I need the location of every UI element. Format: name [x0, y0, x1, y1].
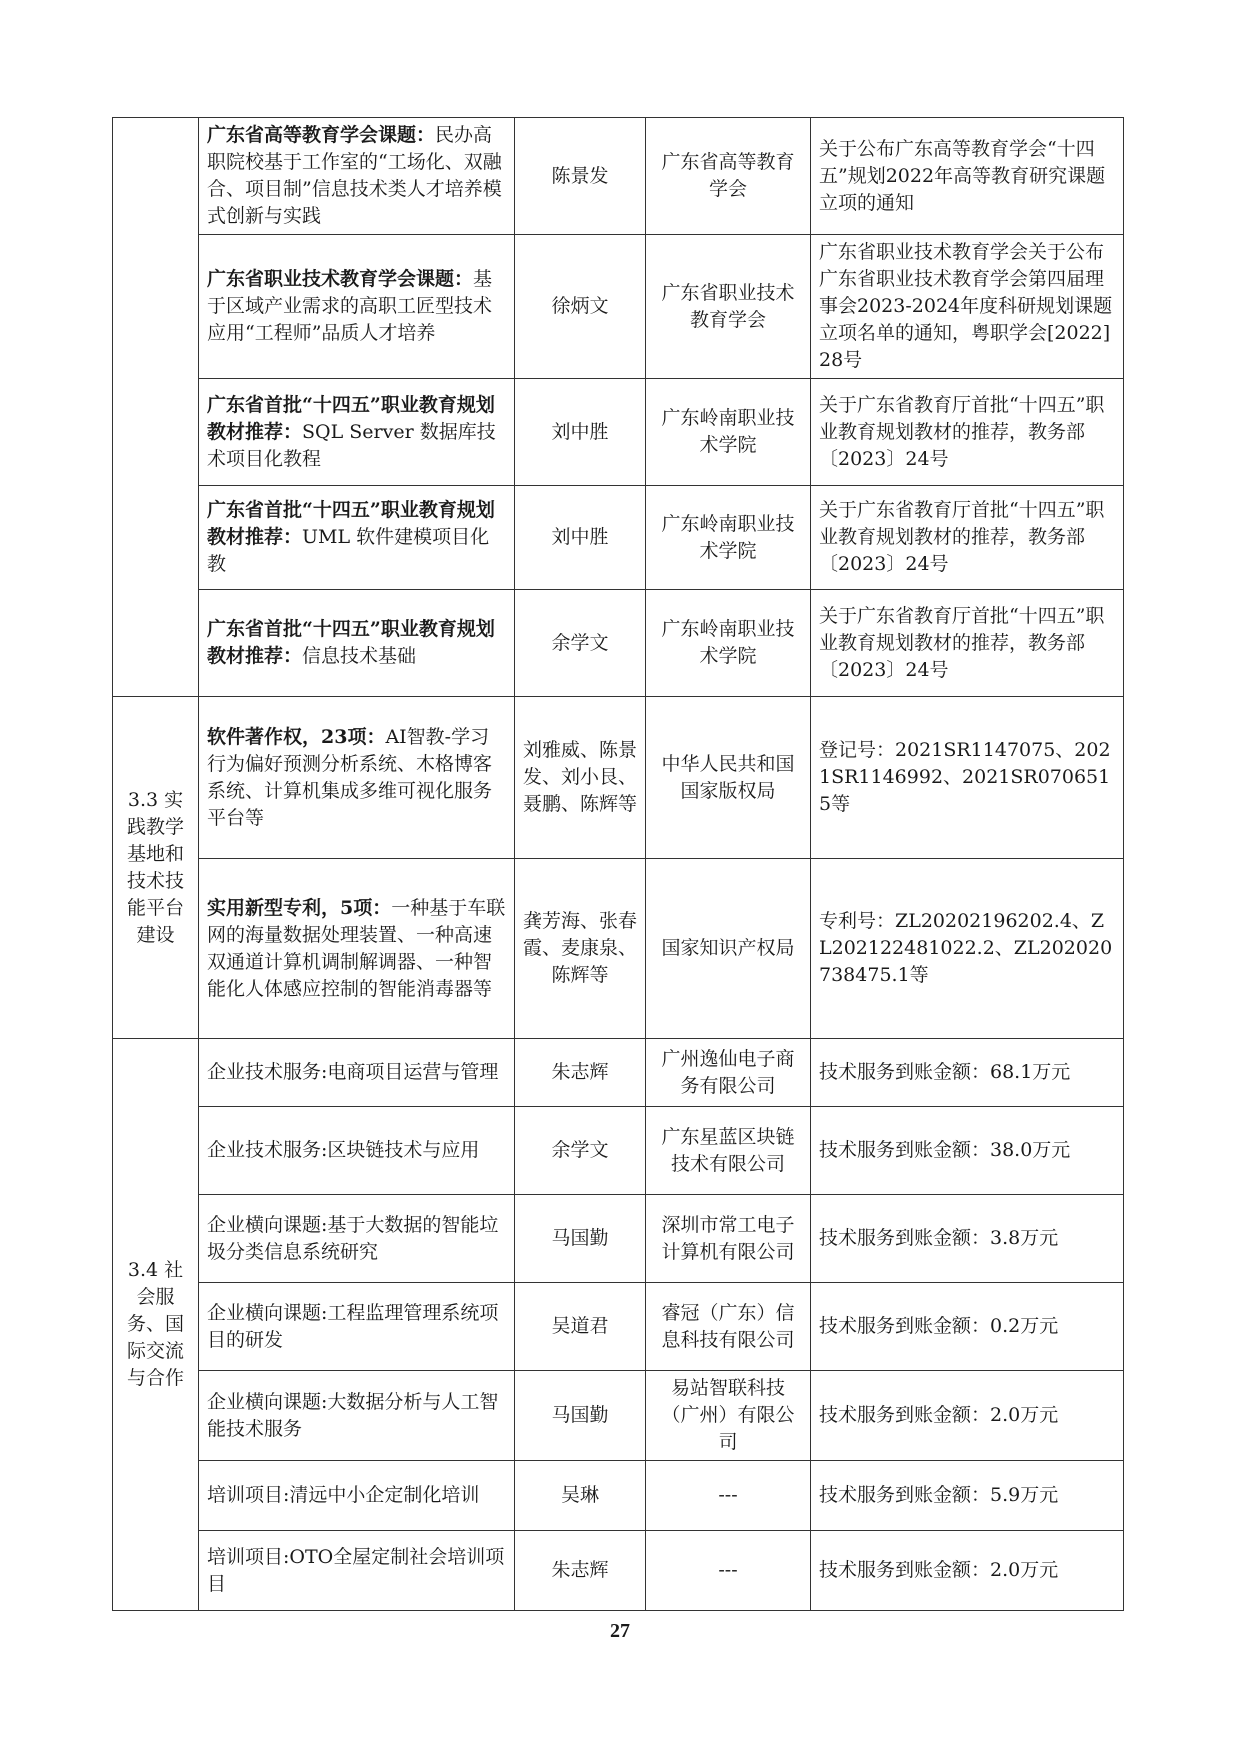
project-cell: 广东省首批“十四五”职业教育规划教材推荐：信息技术基础	[199, 590, 515, 697]
org-cell: 广州逸仙电子商务有限公司	[646, 1039, 811, 1107]
table-row	[113, 379, 1124, 486]
table-row	[113, 1195, 1124, 1283]
person-cell: 刘中胜	[515, 379, 646, 486]
note-cell: 关于广东省教育厅首批“十四五”职业教育规划教材的推荐，教务部〔2023〕24号	[811, 486, 1124, 590]
note-cell: 关于公布广东高等教育学会“十四五”规划2022年高等教育研究课题立项的通知	[811, 118, 1124, 235]
project-cell: 企业横向课题:基于大数据的智能垃圾分类信息系统研究	[199, 1195, 515, 1283]
table-row	[113, 235, 1124, 379]
section-cell-empty	[113, 118, 199, 697]
table-row	[113, 590, 1124, 697]
project-cell: 企业横向课题:工程监理管理系统项目的研发	[199, 1283, 515, 1371]
org-cell: 广东省高等教育学会	[646, 118, 811, 235]
note-cell: 技术服务到账金额：38.0万元	[811, 1107, 1124, 1195]
org-cell: 国家知识产权局	[646, 859, 811, 1039]
note-cell: 技术服务到账金额：5.9万元	[811, 1461, 1124, 1531]
note-cell: 技术服务到账金额：68.1万元	[811, 1039, 1124, 1107]
person-cell: 余学文	[515, 1107, 646, 1195]
note-cell: 专利号：ZL20202196202.4、ZL202122481022.2、ZL202020738475.1等	[811, 859, 1124, 1039]
org-cell: 广东省职业技术教育学会	[646, 235, 811, 379]
project-cell: 广东省高等教育学会课题：民办高职院校基于工作室的“工场化、双融合、项目制”信息技术类人才培养模式创新与实践	[199, 118, 515, 235]
table-row	[113, 1107, 1124, 1195]
table-row	[113, 118, 1124, 235]
person-cell: 马国勤	[515, 1195, 646, 1283]
person-cell: 朱志辉	[515, 1039, 646, 1107]
table-row	[113, 1039, 1124, 1107]
person-cell: 陈景发	[515, 118, 646, 235]
section-title-3-4: 3.4 社会服务、国际交流与合作	[113, 1039, 199, 1611]
project-cell: 广东省职业技术教育学会课题：基于区域产业需求的高职工匠型技术应用“工程师”品质人才培养	[199, 235, 515, 379]
project-cell: 企业技术服务:电商项目运营与管理	[199, 1039, 515, 1107]
org-cell: 广东岭南职业技术学院	[646, 486, 811, 590]
person-cell: 刘雅威、陈景发、刘小艮、聂鹏、陈辉等	[515, 697, 646, 859]
org-cell: 广东岭南职业技术学院	[646, 379, 811, 486]
table-row	[113, 1371, 1124, 1461]
person-cell: 徐炳文	[515, 235, 646, 379]
project-cell: 广东省首批“十四五”职业教育规划教材推荐：SQL Server 数据库技术项目化教程	[199, 379, 515, 486]
section-title-3-3: 3.3 实践教学基地和技术技能平台建设	[113, 697, 199, 1039]
person-cell: 朱志辉	[515, 1531, 646, 1611]
project-cell: 培训项目:清远中小企定制化培训	[199, 1461, 515, 1531]
person-cell: 吴琳	[515, 1461, 646, 1531]
person-cell: 龚芳海、张春霞、麦康泉、陈辉等	[515, 859, 646, 1039]
person-cell: 刘中胜	[515, 486, 646, 590]
note-cell: 登记号：2021SR1147075、2021SR1146992、2021SR0706515等	[811, 697, 1124, 859]
page-number: 27	[610, 1620, 630, 1642]
note-cell: 广东省职业技术教育学会关于公布广东省职业技术教育学会第四届理事会2023-2024年度科研规划课题立项名单的通知，粤职学会[2022]28号	[811, 235, 1124, 379]
table-row	[113, 1531, 1124, 1611]
note-cell: 技术服务到账金额：2.0万元	[811, 1531, 1124, 1611]
note-cell: 关于广东省教育厅首批“十四五”职业教育规划教材的推荐，教务部〔2023〕24号	[811, 379, 1124, 486]
project-cell: 实用新型专利，5项：一种基于车联网的海量数据处理装置、一种高速双通道计算机调制解调器、一种智能化人体感应控制的智能消毒器等	[199, 859, 515, 1039]
table-row	[113, 1461, 1124, 1531]
org-cell: 广东星蓝区块链技术有限公司	[646, 1107, 811, 1195]
note-cell: 技术服务到账金额：3.8万元	[811, 1195, 1124, 1283]
table-row	[113, 859, 1124, 1039]
table-row	[113, 486, 1124, 590]
person-cell: 马国勤	[515, 1371, 646, 1461]
table-row	[113, 697, 1124, 859]
note-cell: 技术服务到账金额：0.2万元	[811, 1283, 1124, 1371]
project-cell: 软件著作权，23项：AI智教-学习行为偏好预测分析系统、木格博客系统、计算机集成多维可视化服务平台等	[199, 697, 515, 859]
project-cell: 企业横向课题:大数据分析与人工智能技术服务	[199, 1371, 515, 1461]
org-cell: 深圳市常工电子计算机有限公司	[646, 1195, 811, 1283]
person-cell: 余学文	[515, 590, 646, 697]
note-cell: 关于广东省教育厅首批“十四五”职业教育规划教材的推荐，教务部〔2023〕24号	[811, 590, 1124, 697]
table-row	[113, 1283, 1124, 1371]
org-cell: 易站智联科技（广州）有限公司	[646, 1371, 811, 1461]
org-cell: 睿冠（广东）信息科技有限公司	[646, 1283, 811, 1371]
project-cell: 企业技术服务:区块链技术与应用	[199, 1107, 515, 1195]
org-cell: ---	[646, 1461, 811, 1531]
project-cell: 广东省首批“十四五”职业教育规划教材推荐：UML 软件建模项目化教	[199, 486, 515, 590]
project-cell: 培训项目:OTO全屋定制社会培训项目	[199, 1531, 515, 1611]
org-cell: ---	[646, 1531, 811, 1611]
person-cell: 吴道君	[515, 1283, 646, 1371]
org-cell: 广东岭南职业技术学院	[646, 590, 811, 697]
achievement-table	[112, 117, 1124, 1611]
org-cell: 中华人民共和国国家版权局	[646, 697, 811, 859]
note-cell: 技术服务到账金额：2.0万元	[811, 1371, 1124, 1461]
